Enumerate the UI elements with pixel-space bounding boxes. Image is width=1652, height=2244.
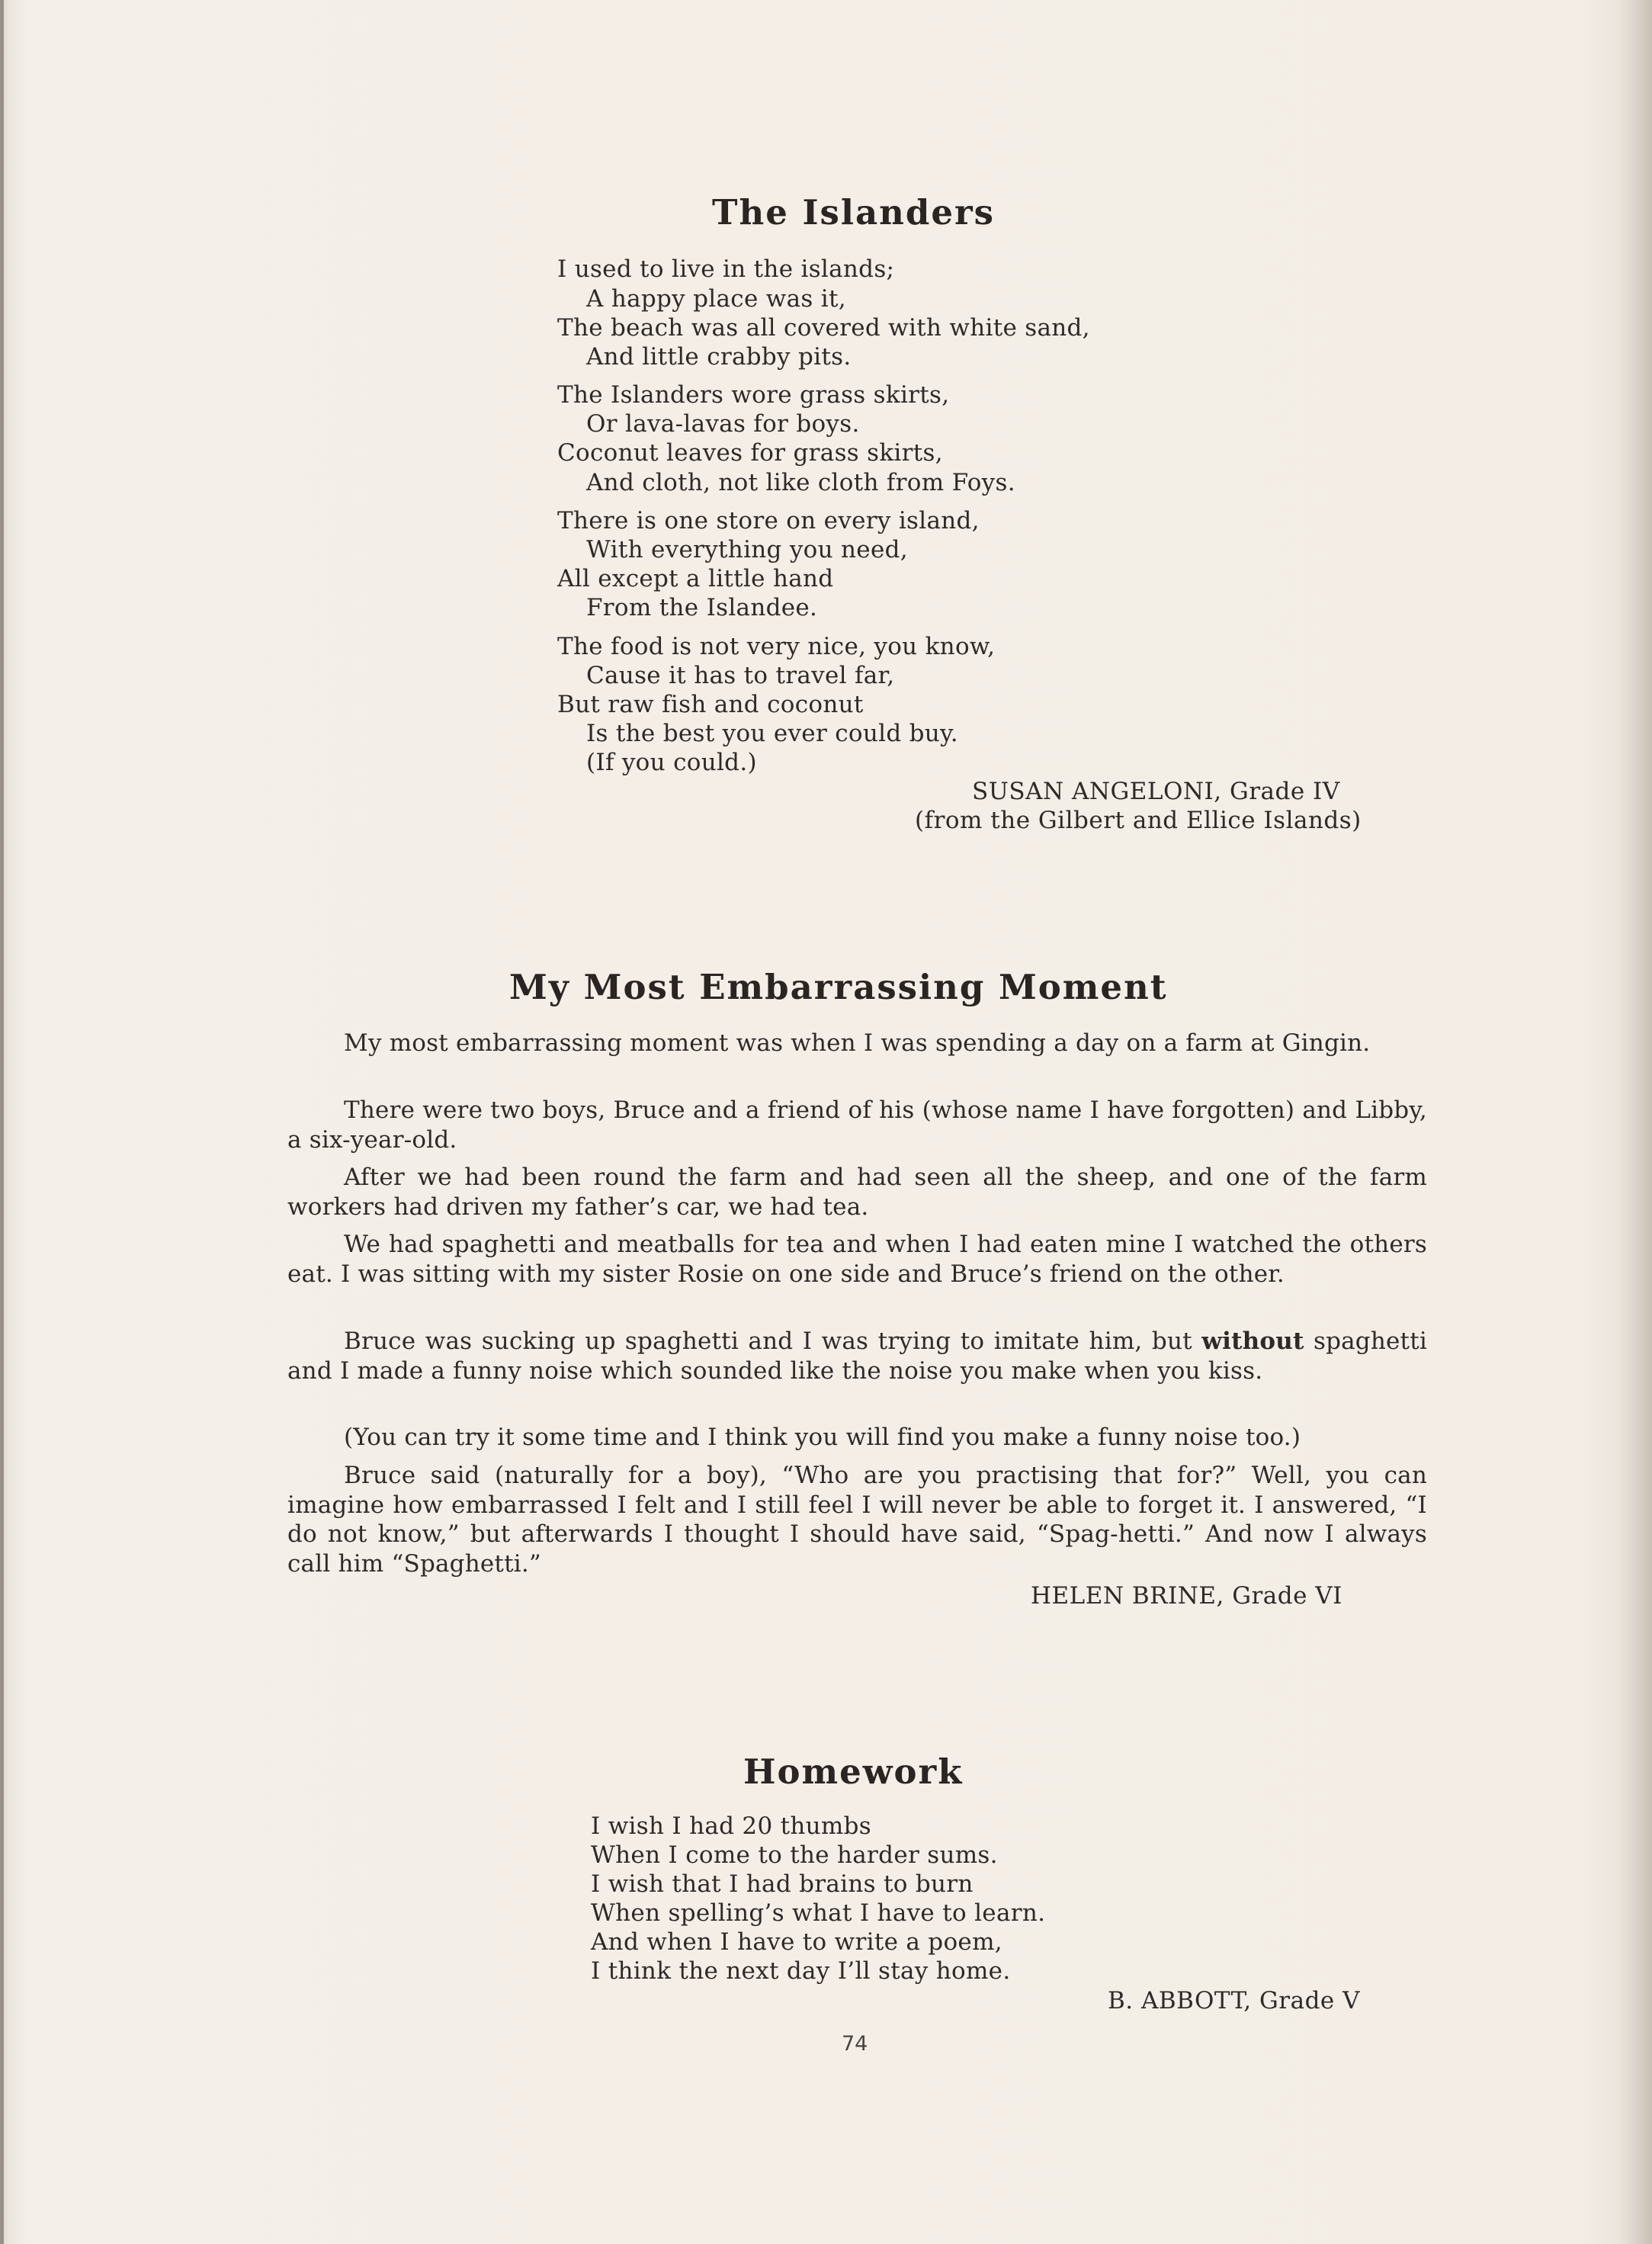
embarrassing-paragraph: (You can try it some time and I think you will find you make a funny noise too.) xyxy=(344,1424,1301,1451)
islanders-line: Or lava-lavas for boys. xyxy=(586,410,860,438)
islanders-line: The food is not very nice, you know, xyxy=(557,633,996,660)
islanders-line: Coconut leaves for grass skirts, xyxy=(557,439,943,467)
islanders-line: From the Islandee. xyxy=(586,594,818,621)
embarrassing-title: My Most Embarrassing Moment xyxy=(509,967,1168,1007)
embarrassing-paragraph: My most embarrassing moment was when I was spending a day on a farm at Gingin. xyxy=(344,1029,1371,1057)
islanders-line: (If you could.) xyxy=(586,749,757,776)
homework-line: When spelling’s what I have to learn. xyxy=(591,1899,1046,1927)
islanders-line: And little crabby pits. xyxy=(586,343,852,371)
islanders-line: A happy place was it, xyxy=(586,285,846,313)
islanders-line: The Islanders wore grass skirts, xyxy=(557,381,950,409)
islanders-line: Cause it has to travel far, xyxy=(586,662,895,689)
embarrassing-paragraph: There were two boys, Bruce and a friend of his (whose name I have forgotten) and Libby, a six-year-old. xyxy=(287,1096,1427,1154)
homework-line: And when I have to write a poem, xyxy=(591,1928,1002,1956)
islanders-line: I used to live in the islands; xyxy=(557,255,895,283)
homework-line: I wish that I had brains to burn xyxy=(591,1870,974,1898)
islanders-line: With everything you need, xyxy=(586,536,908,563)
embarrassing-paragraph: After we had been round the farm and had seen all the sheep, and one of the farm workers had driven my father’s car, we had tea. xyxy=(287,1164,1427,1221)
islanders-line: Is the best you ever could buy. xyxy=(586,720,958,747)
homework-line: I wish I had 20 thumbs xyxy=(591,1812,871,1840)
para5-text-before: Bruce was sucking up spaghetti and I was trying to imitate him, but xyxy=(344,1327,1192,1355)
para5-text-after: spaghetti and I made a funny noise which sounded like the noise you make when you kiss. xyxy=(287,1327,1427,1385)
islanders-line: There is one store on every island, xyxy=(557,507,980,535)
homework-author: B. ABBOTT, Grade V xyxy=(1108,1987,1361,2014)
islanders-author: SUSAN ANGELONI, Grade IV xyxy=(972,778,1340,805)
embarrassing-paragraph: Bruce said (naturally for a boy), “Who are you practising that for?” Well, you can imagine how embarrassed I felt and I still feel I will never be able to forget it. I answered, “I do not know,” but afterwards I thought I should have said, “Spag-hetti.” And now I always call him “Spaghetti.” xyxy=(287,1462,1427,1578)
page-number: 74 xyxy=(842,2032,868,2056)
homework-line: I think the next day I’ll stay home. xyxy=(591,1957,1011,1985)
embarrassing-author: HELEN BRINE, Grade VI xyxy=(1031,1582,1342,1610)
islanders-line: All except a little hand xyxy=(557,565,834,592)
homework-line: When I come to the harder sums. xyxy=(591,1841,998,1869)
embarrassing-paragraph: We had spaghetti and meatballs for tea and when I had eaten mine I watched the others eat. I was sitting with my sister Rosie on one side and Bruce’s friend on the other. xyxy=(287,1231,1427,1288)
homework-title: Homework xyxy=(743,1751,964,1792)
islanders-title: The Islanders xyxy=(712,192,995,233)
embarrassing-paragraph xyxy=(287,1327,1427,1385)
islanders-line: And cloth, not like cloth from Foys. xyxy=(586,469,1015,496)
islanders-line: But raw fish and coconut xyxy=(557,691,864,718)
islanders-line: The beach was all covered with white sand, xyxy=(557,314,1090,342)
page-binding-edge xyxy=(0,0,4,2244)
islanders-origin: (from the Gilbert and Ellice Islands) xyxy=(915,807,1362,834)
para5-bold-word: without xyxy=(1201,1327,1304,1355)
